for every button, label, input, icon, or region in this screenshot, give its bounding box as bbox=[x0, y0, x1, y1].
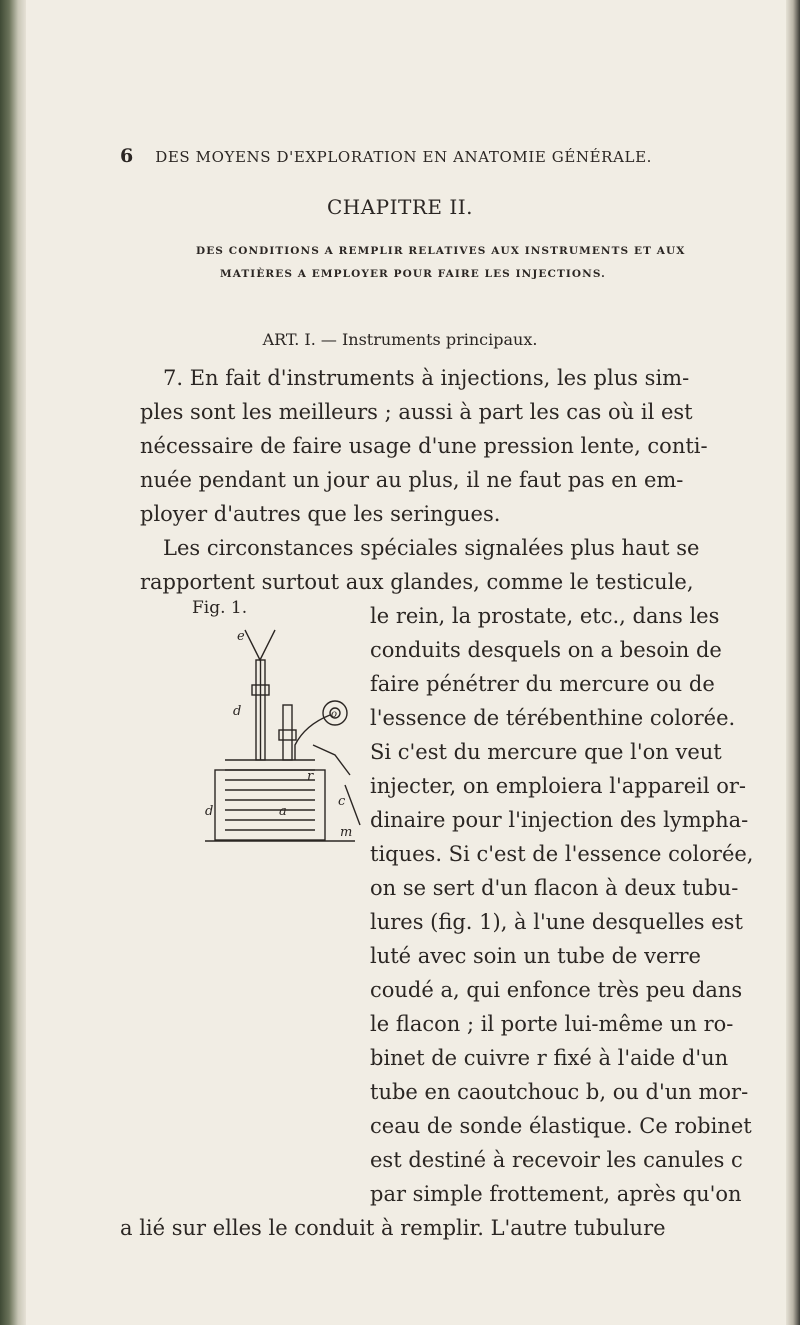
body-line: nuée pendant un jour au plus, il ne faut pas en em- bbox=[140, 468, 684, 492]
chapter-title: CHAPITRE II. bbox=[326, 195, 474, 219]
body-line: nécessaire de faire usage d'une pression lente, conti- bbox=[140, 434, 708, 458]
figure-label-r: r bbox=[307, 769, 314, 784]
body-line: l'essence de térébenthine colorée. bbox=[370, 706, 736, 730]
body-line: lures (fig. 1), à l'une desquelles est bbox=[370, 910, 743, 934]
body-line: ples sont les meilleurs ; aussi à part les cas où il est bbox=[140, 400, 693, 424]
figure-label-m: m bbox=[340, 825, 353, 840]
body-line: tiques. Si c'est de l'essence colorée, bbox=[370, 842, 754, 866]
body-line: on se sert d'un flacon à deux tubu- bbox=[370, 876, 739, 900]
body-line: conduits desquels on a besoin de bbox=[370, 638, 722, 662]
figure-label-d: d bbox=[233, 704, 242, 719]
figure-1-apparatus bbox=[195, 625, 365, 845]
body-line: binet de cuivre r fixé à l'aide d'un bbox=[370, 1046, 729, 1070]
running-title: DES MOYENS D'EXPLORATION EN ANATOMIE GÉNÉRALE. bbox=[155, 148, 652, 166]
figure-label-a: a bbox=[279, 804, 287, 819]
page-number: 6 bbox=[120, 145, 134, 167]
body-line: rapportent surtout aux glandes, comme le testicule, bbox=[140, 570, 694, 594]
figure-label-d: d bbox=[205, 804, 214, 819]
body-line: injecter, on emploiera l'appareil or- bbox=[370, 774, 747, 798]
figure-label-e: e bbox=[237, 629, 245, 644]
body-line: luté avec soin un tube de verre bbox=[370, 944, 701, 968]
body-line: a lié sur elles le conduit à remplir. L'autre tubulure bbox=[120, 1216, 666, 1240]
body-line: ployer d'autres que les seringues. bbox=[140, 502, 501, 526]
body-line: ceau de sonde élastique. Ce robinet bbox=[370, 1114, 752, 1138]
body-line: dinaire pour l'injection des lympha- bbox=[370, 808, 749, 832]
running-header bbox=[120, 145, 700, 167]
body-line: faire pénétrer du mercure ou de bbox=[370, 672, 715, 696]
body-line: Les circonstances spéciales signalées plus haut se bbox=[163, 536, 700, 560]
body-line: par simple frottement, après qu'on bbox=[370, 1182, 742, 1206]
section-subtitle-line1: DES CONDITIONS A REMPLIR RELATIVES AUX INSTRUMENTS ET AUX bbox=[196, 245, 686, 257]
figure-label-c: c bbox=[338, 794, 346, 809]
body-line: coudé a, qui enfonce très peu dans bbox=[370, 978, 743, 1002]
body-line: 7. En fait d'instruments à injections, les plus sim- bbox=[163, 366, 690, 390]
body-line: le rein, la prostate, etc., dans les bbox=[370, 604, 720, 628]
body-line: Si c'est du mercure que l'on veut bbox=[370, 740, 722, 764]
body-line: tube en caoutchouc b, ou d'un mor- bbox=[370, 1080, 749, 1104]
body-line: est destiné à recevoir les canules c bbox=[370, 1148, 743, 1172]
body-line: le flacon ; il porte lui-même un ro- bbox=[370, 1012, 734, 1036]
figure-caption: Fig. 1. bbox=[192, 598, 248, 618]
figure-label-o: o bbox=[331, 709, 338, 720]
section-subtitle-line2: MATIÈRES A EMPLOYER POUR FAIRE LES INJECTIONS. bbox=[220, 268, 606, 280]
article-heading: ART. I. — Instruments principaux. bbox=[262, 330, 538, 349]
